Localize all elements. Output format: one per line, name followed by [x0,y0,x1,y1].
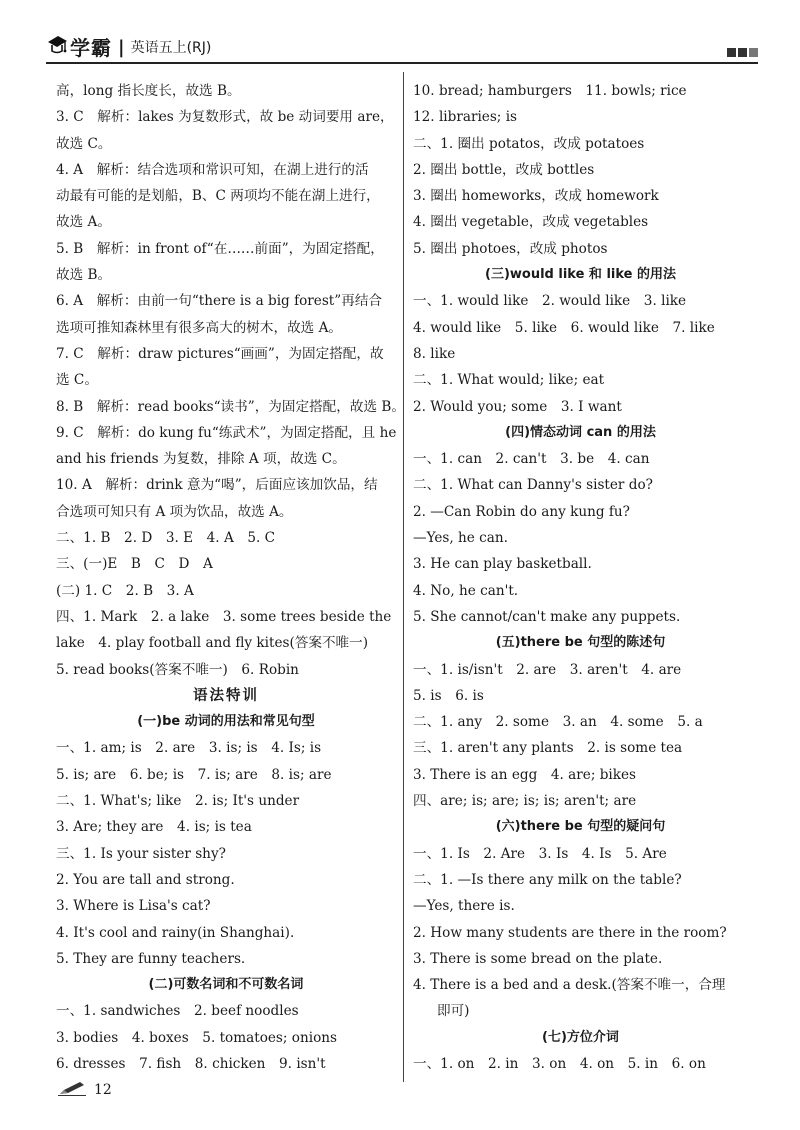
answer-line: 故选 B。 [56,267,112,284]
answer-line: 一、1. sandwiches 2. beef noodles [56,1003,299,1020]
answer-line: 2. How many students are there in the room? [413,924,727,941]
answer-line: 7. C 解析：draw pictures“画画”，为固定搭配，故 [56,345,384,362]
pencil-icon [58,1080,86,1100]
section-title: (六)there be 句型的疑问句 [495,819,666,835]
publisher-logo [46,30,211,62]
answer-line: 合选项可知只有 A 项为饮品，故选 A。 [56,503,293,520]
answer-line: 5. read books(答案不唯一) 6. Robin [56,661,299,678]
answer-line: 2. 圈出 bottle，改成 bottles [413,161,595,178]
answer-line: 3. C 解析：lakes 为复数形式，故 be 动词要用 are， [56,109,394,126]
answer-line: 12. libraries; is [413,109,518,126]
answer-line: 4. A 解析：结合选项和常识可知，在湖上进行的活 [56,161,369,178]
answer-line: 9. C 解析：do kung fu“练武术”，为固定搭配，且 he [56,424,397,441]
answer-line: 5. They are funny teachers. [56,950,246,967]
answer-line: 高，long 指长度长，故选 B。 [56,83,241,99]
right-column [413,78,748,1077]
answer-line: —Yes, there is. [413,898,515,915]
answer-line: 故选 C。 [56,135,112,152]
answer-line: and his friends 为复数，排除 A 项，故选 C。 [56,451,346,468]
section-title: (七)方位介词 [542,1029,619,1045]
answer-line: 即可) [437,1003,470,1020]
answer-line: 二、1. —Is there any milk on the table? [413,871,682,888]
answer-line: 三、1. aren't any plants 2. is some tea [413,740,683,757]
answer-line: 2. —Can Robin do any kung fu? [413,503,630,520]
answer-line: 3. Are; they are 4. is; is tea [56,819,252,836]
answer-line: 三、1. Is your sister shy? [56,845,226,862]
answer-line: 一、1. Is 2. Are 3. Is 4. Is 5. Are [413,845,667,862]
answer-line: 5. She cannot/can't make any puppets. [413,608,681,625]
answer-line: 8. B 解析：read books“读书”，为固定搭配，故选 B。 [56,398,405,415]
section-title: (三)would like 和 like 的用法 [485,267,676,283]
answer-line: 4. No, he can't. [413,582,519,599]
answer-line: 故选 A。 [56,214,111,231]
column-divider [403,72,404,1082]
answer-line: 3. There is an egg 4. are; bikes [413,766,637,783]
answer-line: 三、(一)E B C D A [56,556,213,573]
answer-line: 10. bread; hamburgers 11. bowls; rice [413,83,687,99]
answer-line: 3. bodies 4. boxes 5. tomatoes; onions [56,1029,338,1046]
logo-text: 学霸 [70,36,112,60]
header-decoration [727,48,758,57]
answer-line: 3. He can play basketball. [413,556,592,573]
answer-line: 一、1. am; is 2. are 3. is; is 4. Is; is [56,740,322,757]
answer-line: 3. There is some bread on the plate. [413,950,663,967]
page-number: 12 [94,1082,112,1098]
answer-line: 10. A 解析：drink 意为“喝”，后面应该加饮品，结 [56,477,378,494]
answer-line: —Yes, he can. [413,530,508,547]
section-title: (二)可数名词和不可数名词 [148,977,304,993]
section-title: (四)情态动词 can 的用法 [505,424,656,440]
answer-line: 动最有可能的是划船，B、C 两项均不能在湖上进行， [56,188,380,205]
answer-line: 2. You are tall and strong. [56,871,235,888]
answer-line: 5. 圈出 photoes，改成 photos [413,240,608,257]
answer-line: 4. 圈出 vegetable，改成 vegetables [413,214,649,231]
answer-line: 四、are; is; are; is; is; aren't; are [413,793,637,810]
answer-line: 二、1. any 2. some 3. an 4. some 5. a [413,714,703,731]
page-footer [58,1080,112,1100]
answer-line: 5. is; are 6. be; is 7. is; are 8. is; are [56,766,332,783]
answer-line: 一、1. can 2. can't 3. be 4. can [413,451,650,468]
header-rule [46,62,758,64]
answer-line: 一、1. on 2. in 3. on 4. on 5. in 6. on [413,1055,706,1072]
answer-line: 5. is 6. is [413,687,484,704]
answer-line: 选项可推知森林里有很多高大的树木，故选 A。 [56,319,343,336]
answer-line: 6. dresses 7. fish 8. chicken 9. isn't [56,1055,326,1072]
chapter-heading: 语法特训 [193,687,259,704]
book-title: 英语五上(RJ) [130,40,212,56]
header-separator: | [118,37,125,58]
answer-line: 二、1. What can Danny's sister do? [413,477,653,494]
answer-line: 3. 圈出 homeworks，改成 homework [413,188,659,205]
answer-line: 二、1. What would; like; eat [413,372,605,389]
left-column [56,78,405,1077]
answer-line: 3. Where is Lisa's cat? [56,898,211,915]
answer-line: 8. like [413,345,456,362]
answer-line: 5. B 解析：in front of“在……前面”，为固定搭配， [56,240,384,257]
answer-line: 2. Would you; some 3. I want [413,398,622,415]
answer-line: 二、1. What's; like 2. is; It's under [56,793,300,810]
answer-line: lake 4. play football and fly kites(答案不唯一) [56,635,369,652]
section-title: (五)there be 句型的陈述句 [495,635,666,651]
answer-line: 二、1. B 2. D 3. E 4. A 5. C [56,530,276,547]
answer-line: 6. A 解析：由前一句“there is a big forest”再结合 [56,293,383,310]
answer-line: 四、1. Mark 2. a lake 3. some trees beside the [56,608,392,625]
answer-line: 4. There is a bed and a desk.(答案不唯一，合理 [413,977,726,994]
answer-line: (二) 1. C 2. B 3. A [56,582,194,599]
answer-line: 4. would like 5. like 6. would like 7. like [413,319,715,336]
page-header [46,28,758,68]
answer-line: 二、1. 圈出 potatos，改成 potatoes [413,135,645,152]
answer-line: 选 C。 [56,372,98,389]
answer-line: 一、1. would like 2. would like 3. like [413,293,687,310]
answer-line: 4. It's cool and rainy(in Shanghai). [56,924,295,941]
section-title: (一)be 动词的用法和常见句型 [137,714,315,730]
answer-line: 一、1. is/isn't 2. are 3. aren't 4. are [413,661,682,678]
mortarboard-icon [46,32,68,62]
